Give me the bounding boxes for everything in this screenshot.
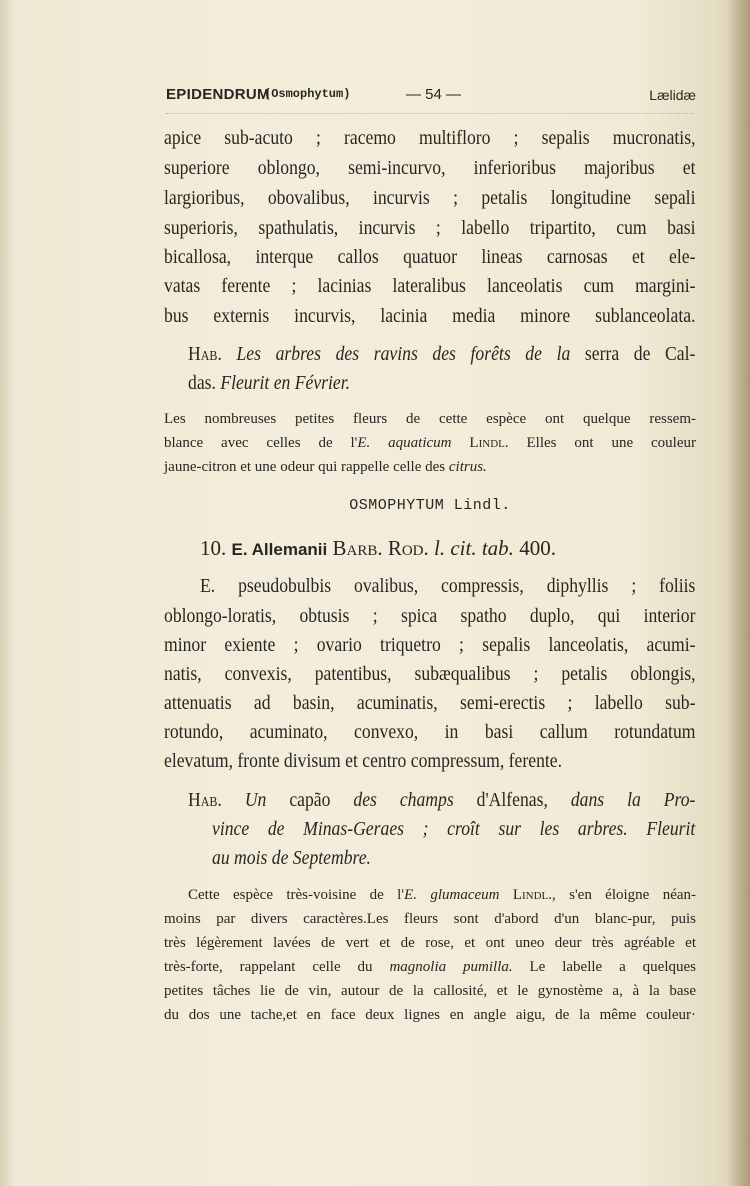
text-line: largioribus, obovalibus, incurvis ; petalis longitudine sepali	[164, 187, 696, 209]
note-line: blance avec celles de l'E. aquaticum Lindl. Elles ont une couleur	[164, 435, 697, 451]
note-line: très légèrement lavées de vert et de rose, et ont uneo deur très agréable et	[164, 935, 696, 951]
species-author: Barb. Rod.	[332, 536, 429, 560]
text-line: bicallosa, interque callos quatuor lineas carnosas et ele-	[164, 246, 696, 268]
page-number: — 54 —	[406, 86, 462, 103]
habitat-line: Hab. Un capão des champs d'Alfenas, dans la Pro-	[188, 789, 696, 811]
text-line: bus externis incurvis, lacinia media minore sublanceolata.	[164, 305, 696, 327]
running-subtitle: (Osmophytum)	[264, 87, 351, 101]
text-line: attenuatis ad basin, acuminatis, semi-erectis ; labello sub-	[164, 692, 696, 714]
note-line: Cette espèce très-voisine de l'E. glumaceum Lindl., s'en éloigne néan-	[188, 887, 697, 903]
text-line: elevatum, fronte divisum et centro compressum, ferente.	[164, 750, 563, 772]
text-line: apice sub-acuto ; racemo multifloro ; sepalis mucronatis,	[164, 127, 696, 149]
text-line: oblongo-loratis, obtusis ; spica spatho duplo, qui interior	[164, 605, 696, 627]
running-header	[166, 86, 696, 108]
note-line: du dos une tache,et en face deux lignes en angle aigu, de la même couleur·	[164, 1007, 696, 1023]
text-line: superiore oblongo, semi-incurvo, inferioribus majoribus et	[164, 157, 696, 179]
text-line: E. pseudobulbis ovalibus, compressis, diphyllis ; foliis	[200, 575, 696, 597]
species-reference: l. cit. tab.	[434, 536, 514, 560]
text-line: superioris, spathulatis, incurvis ; labello tripartito, cum basi	[164, 217, 696, 239]
text-line: natis, convexis, patentibus, subæqualibus ; petalis oblongis,	[164, 663, 696, 685]
section-heading: OSMOPHYTUM Lindl.	[349, 497, 511, 514]
habitat-line: Hab. Les arbres des ravins des forêts de la serra de Cal-	[188, 343, 696, 365]
note-line: jaune-citron et une odeur qui rappelle celle des citrus.	[164, 459, 487, 475]
species-number: 10.	[200, 536, 227, 560]
habitat-line: das. Fleurit en Février.	[188, 372, 351, 394]
hab-label: Hab.	[188, 343, 222, 365]
note-line: Les nombreuses petites fleurs de cette espèce ont quelque ressem-	[164, 411, 696, 427]
page-gutter-shadow	[0, 0, 14, 1186]
text-line: rotundo, acuminato, convexo, in basi callum rotundatum	[164, 721, 696, 743]
page-edge-shadow	[728, 0, 750, 1186]
running-section: Lælidæ	[649, 87, 696, 103]
species-heading	[200, 536, 556, 561]
running-title: EPIDENDRUM	[166, 86, 270, 103]
species-name: E. Allemanii	[231, 540, 328, 559]
note-line: très-forte, rappelant celle du magnolia pumilla. Le labelle a quelques	[164, 959, 696, 975]
habitat-line: vince de Minas-Geraes ; croît sur les arbres. Fleurit	[212, 818, 696, 840]
species-plate: 400.	[519, 536, 556, 560]
note-line: moins par divers caractères.Les fleurs sont d'abord d'un blanc-pur, puis	[164, 911, 696, 927]
text-line: vatas ferente ; lacinias lateralibus lanceolatis cum margini-	[164, 275, 696, 297]
header-rule	[166, 113, 694, 114]
note-line: petites tâches lie de vin, autour de la callosité, et le gynostème a, à la base	[164, 983, 696, 999]
text-line: minor exiente ; ovario triquetro ; sepalis lanceolatis, acumi-	[164, 634, 696, 656]
habitat-line: au mois de Septembre.	[212, 847, 371, 869]
